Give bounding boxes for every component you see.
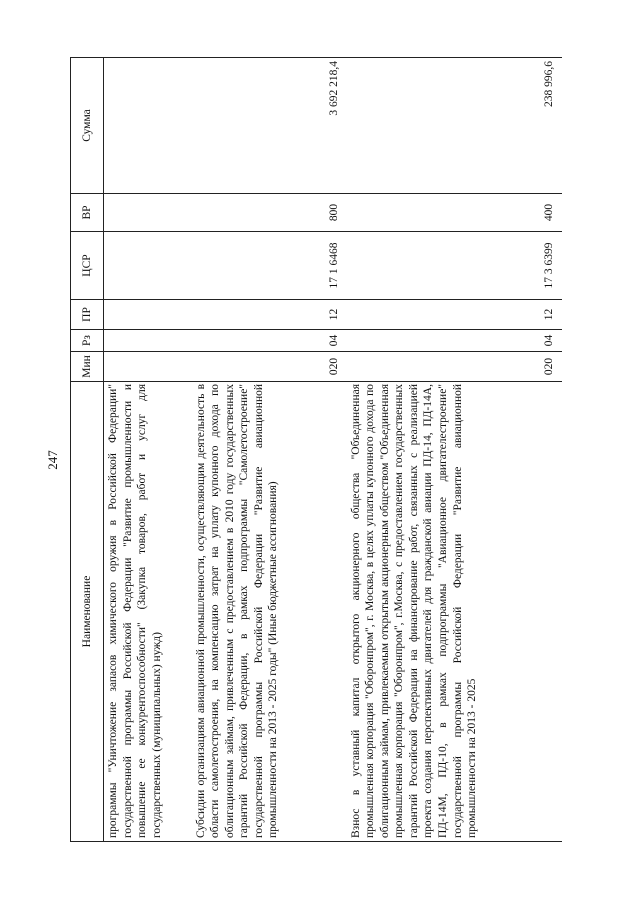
row-pr <box>104 300 192 330</box>
row-sum: 3 692 218,4 <box>192 58 347 194</box>
row-pr: 12 <box>192 300 347 330</box>
row-min: 020 <box>347 352 562 382</box>
row-name: Взнос в уставный капитал открытого акционерного общества "Объединенная промышленная корпорация "Оборонпром", г. Москва, в целях уплаты купонного дохода по облигационным займам, привлекаемым открытым акционерным обществом "Объединенная промышленная корпорация "Оборонпром", г.Москва, с предоставлением государственных гарантий Российской Федерации на финансирование работ, связанных с реализацией проекта создания перспективных двигателей для гражданской авиации ПД-14, ПД-14А, ПД-14М, ПД-10, в рамках подпрограммы "Авиационное двигателестроение" государственной программы Российской Федерации "Развитие авиационной промышленности на 2013 - 2025 <box>347 382 562 842</box>
budget-table-container <box>70 58 610 842</box>
row-sum <box>104 58 192 194</box>
row-rz: 04 <box>347 330 562 352</box>
row-rz: 04 <box>192 330 347 352</box>
row-name: Субсидии организациям авиационной промышленности, осуществляющим деятельность в области самолетостроения, на компенсацию затрат на уплату купонного дохода по облигационным займам, привлеченным с предоставлением в 2010 году государственных гарантий Российской Федерации, в рамках подпрограммы "Самолетостроение" государственной программы Российской Федерации "Развитие авиационной промышленности на 2013 - 2025 годы" (Иные бюджетные ассигнования) <box>192 382 347 842</box>
row-name: программы "Уничтожение запасов химического оружия в Российской Федерации" государственной программы Российской Федерации "Развитие промышленности и повышение ее конкурентоспособности" (Закупка товаров, работ и услуг для государственных (муниципальных) нужд) <box>104 382 192 842</box>
col-header-min: Мин <box>71 352 104 382</box>
row-min <box>104 352 192 382</box>
row-pr: 12 <box>347 300 562 330</box>
table-header-row <box>71 58 104 842</box>
col-header-name: Наименование <box>71 382 104 842</box>
row-sum: 238 996,6 <box>347 58 562 194</box>
row-min: 020 <box>192 352 347 382</box>
budget-table <box>70 57 562 842</box>
row-vr <box>104 194 192 232</box>
table-row <box>347 58 562 842</box>
row-vr: 800 <box>192 194 347 232</box>
row-csr: 17 1 6468 <box>192 232 347 300</box>
col-header-vr: ВР <box>71 194 104 232</box>
col-header-rz: Рз <box>71 330 104 352</box>
row-csr: 17 3 6399 <box>347 232 562 300</box>
row-rz <box>104 330 192 352</box>
table-row <box>192 58 347 842</box>
col-header-pr: ПР <box>71 300 104 330</box>
row-csr <box>104 232 192 300</box>
col-header-csr: ЦСР <box>71 232 104 300</box>
page-number: 247 <box>45 450 60 470</box>
col-header-sum: Сумма <box>71 58 104 194</box>
table-row <box>104 58 192 842</box>
row-vr: 400 <box>347 194 562 232</box>
